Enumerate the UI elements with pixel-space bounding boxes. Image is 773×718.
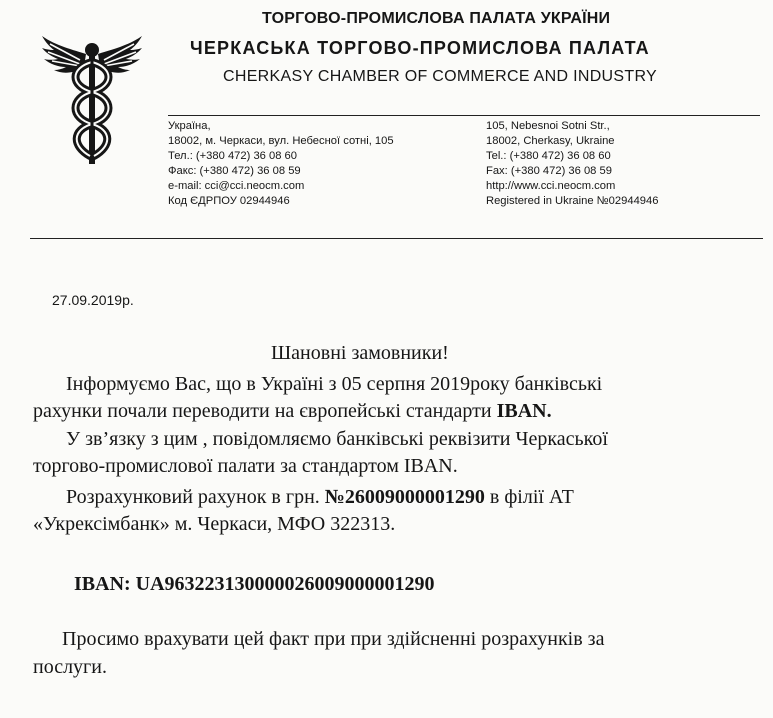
- org-title-ukraine: ТОРГОВО-ПРОМИСЛОВА ПАЛАТА УКРАЇНИ: [262, 10, 611, 27]
- phone-line: Tel.: (+380 472) 36 08 60: [486, 150, 611, 162]
- paragraph-3-line-1: Розрахунковий рахунок в грн. №26009000001290 в філії АТ: [66, 486, 574, 508]
- address-line: Україна,: [168, 120, 211, 132]
- address-block-en: [486, 119, 658, 209]
- website-line: http://www.cci.neocm.com: [486, 180, 616, 192]
- address-line: 18002, Cherkasy, Ukraine: [486, 135, 615, 147]
- caduceus-icon: [40, 34, 144, 166]
- letter-greeting: Шановні замовники!: [271, 342, 449, 364]
- paragraph-2-line-2: торгово-промислової палати за стандартом IBAN.: [33, 455, 458, 477]
- header-divider-bottom: [30, 238, 763, 239]
- org-title-cherkasy-ua: ЧЕРКАСЬКА ТОРГОВО-ПРОМИСЛОВА ПАЛАТА: [190, 38, 650, 58]
- header-divider-top: [168, 115, 760, 116]
- fax-line: Fax: (+380 472) 36 08 59: [486, 165, 612, 177]
- iban-number: IBAN: UA963223130000026009000001290: [74, 573, 435, 595]
- phone-line: Тел.: (+380 472) 36 08 60: [168, 150, 297, 162]
- paragraph-4-line-2: послуги.: [33, 656, 107, 678]
- org-title-cherkasy-en: CHERKASY CHAMBER OF COMMERCE AND INDUSTRY: [223, 68, 657, 85]
- letter-date: 27.09.2019р.: [52, 292, 134, 308]
- email-line: e-mail: cci@cci.neocm.com: [168, 180, 305, 192]
- registration-line: Registered in Ukraine №02944946: [486, 195, 659, 207]
- account-number: №26009000001290: [324, 486, 485, 508]
- paragraph-2-line-1: У зв’язку з цим , повідомляємо банківські реквізити Черкаської: [66, 428, 608, 450]
- paragraph-1-line-1: Інформуємо Вас, що в Україні з 05 серпня 2019року банківські: [66, 373, 603, 395]
- address-line: 105, Nebesnoi Sotni Str.,: [486, 120, 610, 132]
- address-block-ua: [168, 119, 394, 209]
- address-line: 18002, м. Черкаси, вул. Небесної сотні, 105: [168, 135, 394, 147]
- paragraph-4-line-1: Просимо врахувати цей факт при при здійсненні розрахунків за: [62, 628, 605, 650]
- paragraph-1-line-2: рахунки почали переводити на європейські стандарти IBAN.: [33, 400, 552, 422]
- iban-term: IBAN.: [496, 400, 552, 422]
- fax-line: Факс: (+380 472) 36 08 59: [168, 165, 301, 177]
- edrpou-line: Код ЄДРПОУ 02944946: [168, 195, 290, 207]
- paragraph-3-line-2: «Укрексімбанк» м. Черкаси, МФО 322313.: [33, 513, 396, 535]
